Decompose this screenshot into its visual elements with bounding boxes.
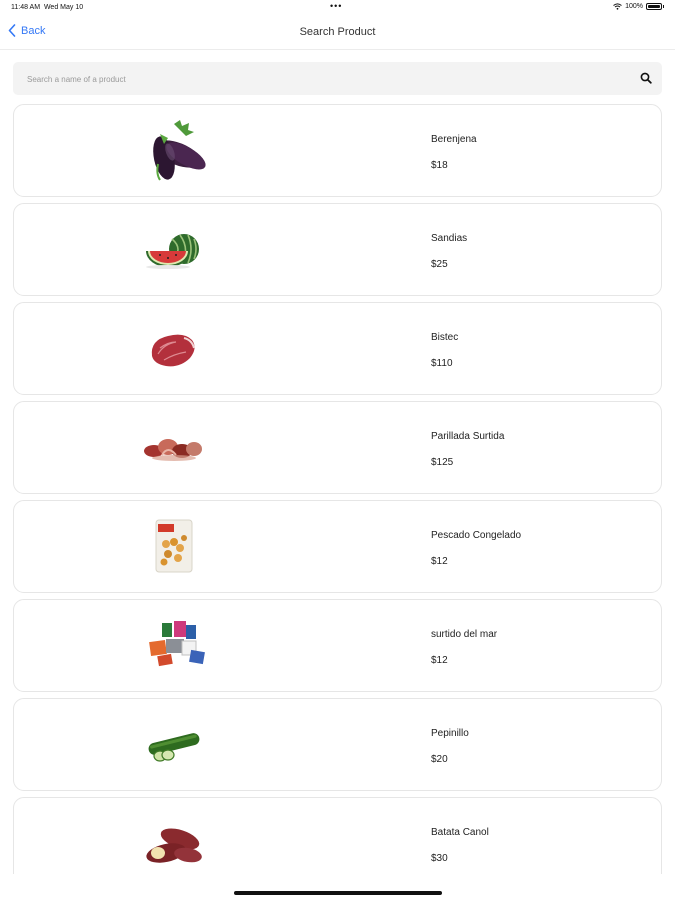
status-right xyxy=(613,3,664,10)
mixed-grill-image xyxy=(134,413,214,483)
seafood-packages-image xyxy=(134,611,214,681)
product-card[interactable] xyxy=(13,500,662,593)
frozen-fish-bag-image xyxy=(134,512,214,582)
product-price: $25 xyxy=(431,259,448,270)
product-name: Parillada Surtida xyxy=(431,431,505,442)
product-name: Batata Canol xyxy=(431,827,489,838)
product-name: Bistec xyxy=(431,332,459,343)
product-card[interactable] xyxy=(13,698,662,791)
navigation-bar xyxy=(0,16,675,50)
sweet-potato-image xyxy=(134,809,214,879)
product-price: $12 xyxy=(431,655,448,666)
product-list xyxy=(13,104,662,896)
product-card[interactable] xyxy=(13,203,662,296)
multitasking-dots[interactable]: ••• xyxy=(330,1,343,11)
product-name: surtido del mar xyxy=(431,629,498,640)
battery-tip xyxy=(663,5,664,8)
product-name: Sandias xyxy=(431,233,468,244)
product-price: $110 xyxy=(431,358,453,369)
product-card[interactable] xyxy=(13,401,662,494)
product-card[interactable] xyxy=(13,599,662,692)
watermelon-image xyxy=(134,215,214,285)
back-label: Back xyxy=(21,24,46,37)
product-name: Pescado Congelado xyxy=(431,530,522,541)
status-time: 11:48 AM Wed May 10 xyxy=(11,4,84,11)
product-card[interactable] xyxy=(13,302,662,395)
product-name: Pepinillo xyxy=(431,728,469,739)
search-input[interactable] xyxy=(25,62,619,97)
product-price: $12 xyxy=(431,556,448,567)
status-bar xyxy=(0,0,675,16)
bottom-area xyxy=(0,874,675,900)
cucumber-image xyxy=(134,710,214,780)
product-price: $20 xyxy=(431,754,448,765)
home-indicator[interactable] xyxy=(234,891,442,895)
search-icon[interactable] xyxy=(640,72,652,84)
wifi-icon xyxy=(613,3,622,10)
product-price: $30 xyxy=(431,853,448,864)
steak-image xyxy=(134,314,214,384)
battery-icon xyxy=(646,3,662,10)
eggplant-image xyxy=(134,116,214,186)
product-price: $18 xyxy=(431,160,448,171)
page-title: Search Product xyxy=(299,26,376,38)
product-price: $125 xyxy=(431,457,454,468)
product-card[interactable] xyxy=(13,104,662,197)
search-bar xyxy=(13,62,662,95)
product-name: Berenjena xyxy=(431,134,477,145)
battery-percent: 100% xyxy=(625,3,643,10)
